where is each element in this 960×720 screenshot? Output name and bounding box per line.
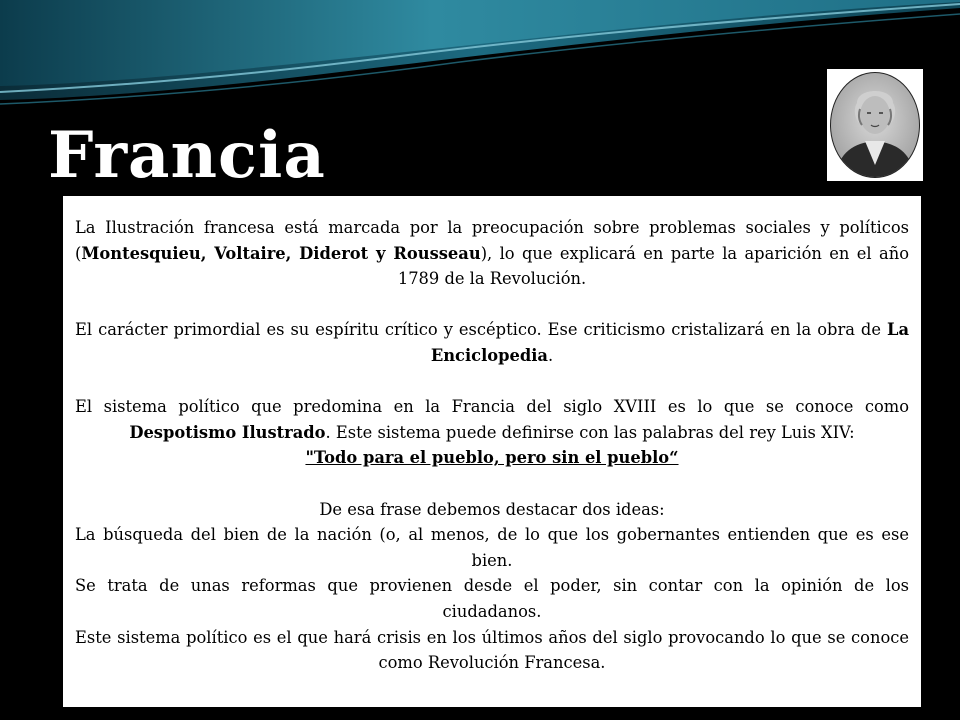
paragraph-political-text-end: . Este sistema puede definirse con las palabras del rey Luis XIV: (325, 422, 855, 442)
paragraph-critical-text-end: . (547, 345, 554, 365)
idea-one: La búsqueda del bien de la nación (o, al menos, de lo que los gobernantes entienden que es ese bien. (75, 525, 909, 570)
paragraph-political-system (75, 394, 909, 445)
content-box (63, 196, 921, 707)
encyclopedia-term: La Enciclopedia (430, 320, 909, 365)
paragraph-intro (75, 215, 909, 292)
philosophers-names: Montesquieu, Voltaire, Diderot y Rousseau (81, 243, 481, 263)
portrait-image (827, 69, 923, 181)
paragraph-political-text: El sistema político que predomina en la Francia del siglo XVIII es lo que se conoce como (75, 397, 909, 417)
paragraph-critical-spirit (75, 317, 909, 368)
paragraph-intro-text-end: ), lo que explicará en parte la aparición en el año 1789 de la Revolución. (397, 243, 909, 289)
paragraph-two-ideas: De esa frase debemos destacar dos ideas: (319, 499, 665, 519)
paragraph-conclusion: Este sistema político es el que hará crisis en los últimos años del siglo provocando lo que se conoce como Revolución Francesa. (75, 627, 909, 673)
header-wave-decoration (0, 0, 960, 110)
royal-quote: "Todo para el pueblo, pero sin el pueblo“ (305, 448, 679, 468)
paragraph-critical-text: El carácter primordial es su espíritu crítico y escéptico. Ese criticismo cristalizará en la obra de (75, 320, 887, 340)
slide-title: Francia (48, 118, 326, 193)
paragraph-intro-text: La Ilustración francesa está marcada por la preocupación sobre problemas sociales y políticos ( (75, 218, 909, 263)
despotism-term: Despotismo Ilustrado (129, 422, 326, 442)
idea-two: Se trata de unas reformas que provienen desde el poder, sin contar con la opinión de los ciudadanos. (75, 576, 909, 621)
portrait-engraving-icon (827, 69, 923, 181)
